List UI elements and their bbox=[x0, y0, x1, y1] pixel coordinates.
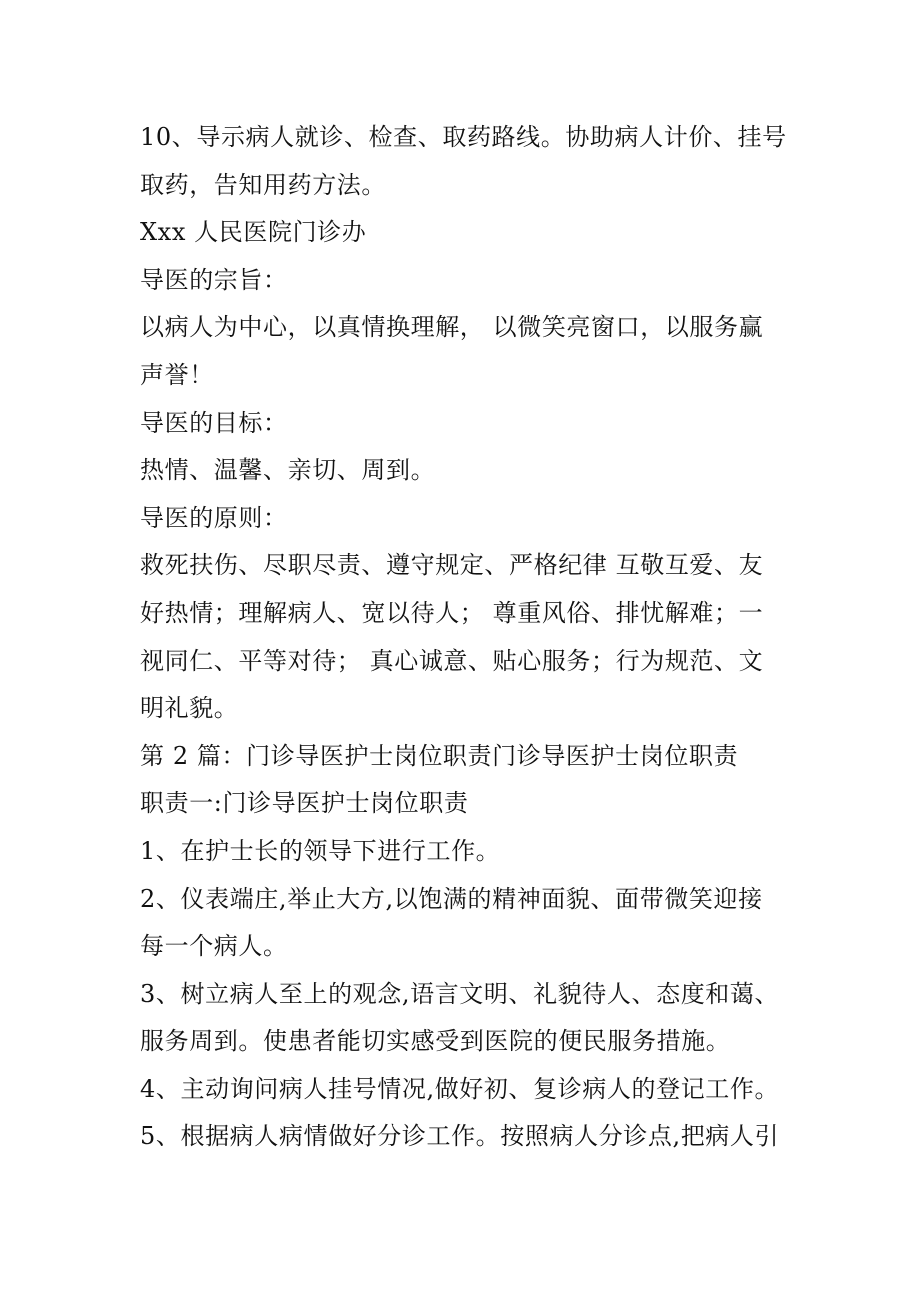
text-line: 热情、温馨、亲切、周到。 bbox=[140, 456, 436, 485]
section-heading: 导医的原则： bbox=[140, 503, 288, 532]
list-item: 3、树立病人至上的观念,语言文明、礼貌待人、态度和蔼、 bbox=[140, 979, 780, 1008]
text-line: 救死扶伤、尽职尽责、遵守规定、严格纪律 互敬互爱、友 bbox=[140, 551, 764, 580]
list-item: 4、主动询问病人挂号情况,做好初、复诊病人的登记工作。 bbox=[140, 1074, 780, 1103]
text-line: 声誉！ bbox=[140, 360, 214, 389]
list-item: 1、在护士长的领导下进行工作。 bbox=[140, 836, 501, 865]
text-line: 每一个病人。 bbox=[140, 932, 288, 961]
document-page bbox=[140, 114, 808, 1161]
list-item: 5、根据病人病情做好分诊工作。按照病人分诊点,把病人引 bbox=[140, 1122, 780, 1151]
section-heading: 职责一:门诊导医护士岗位职责 bbox=[140, 789, 469, 818]
text-line: 10、导示病人就诊、检查、取药路线。协助病人计价、挂号 bbox=[140, 123, 787, 151]
chapter-title: 第 2 篇：门诊导医护士岗位职责门诊导医护士岗位职责 bbox=[140, 741, 739, 770]
section-heading: 导医的目标： bbox=[140, 408, 288, 437]
section-heading: 导医的宗旨： bbox=[140, 265, 288, 294]
text-line: 明礼貌。 bbox=[140, 694, 239, 723]
text-line: 服务周到。使患者能切实感受到医院的便民服务措施。 bbox=[140, 1027, 731, 1056]
text-line: 视同仁、平等对待； 真心诚意、贴心服务；行为规范、文 bbox=[140, 646, 764, 675]
text-line: 以病人为中心，以真情换理解， 以微笑亮窗口，以服务赢 bbox=[140, 313, 764, 342]
list-item: 2、仪表端庄,举止大方,以饱满的精神面貌、面带微笑迎接 bbox=[140, 884, 763, 913]
text-line: Xxx 人民医院门诊办 bbox=[140, 218, 367, 247]
text-line: 好热情；理解病人、宽以待人； 尊重风俗、排忧解难；一 bbox=[140, 598, 764, 627]
text-line: 取药，告知用药方法。 bbox=[140, 170, 386, 199]
